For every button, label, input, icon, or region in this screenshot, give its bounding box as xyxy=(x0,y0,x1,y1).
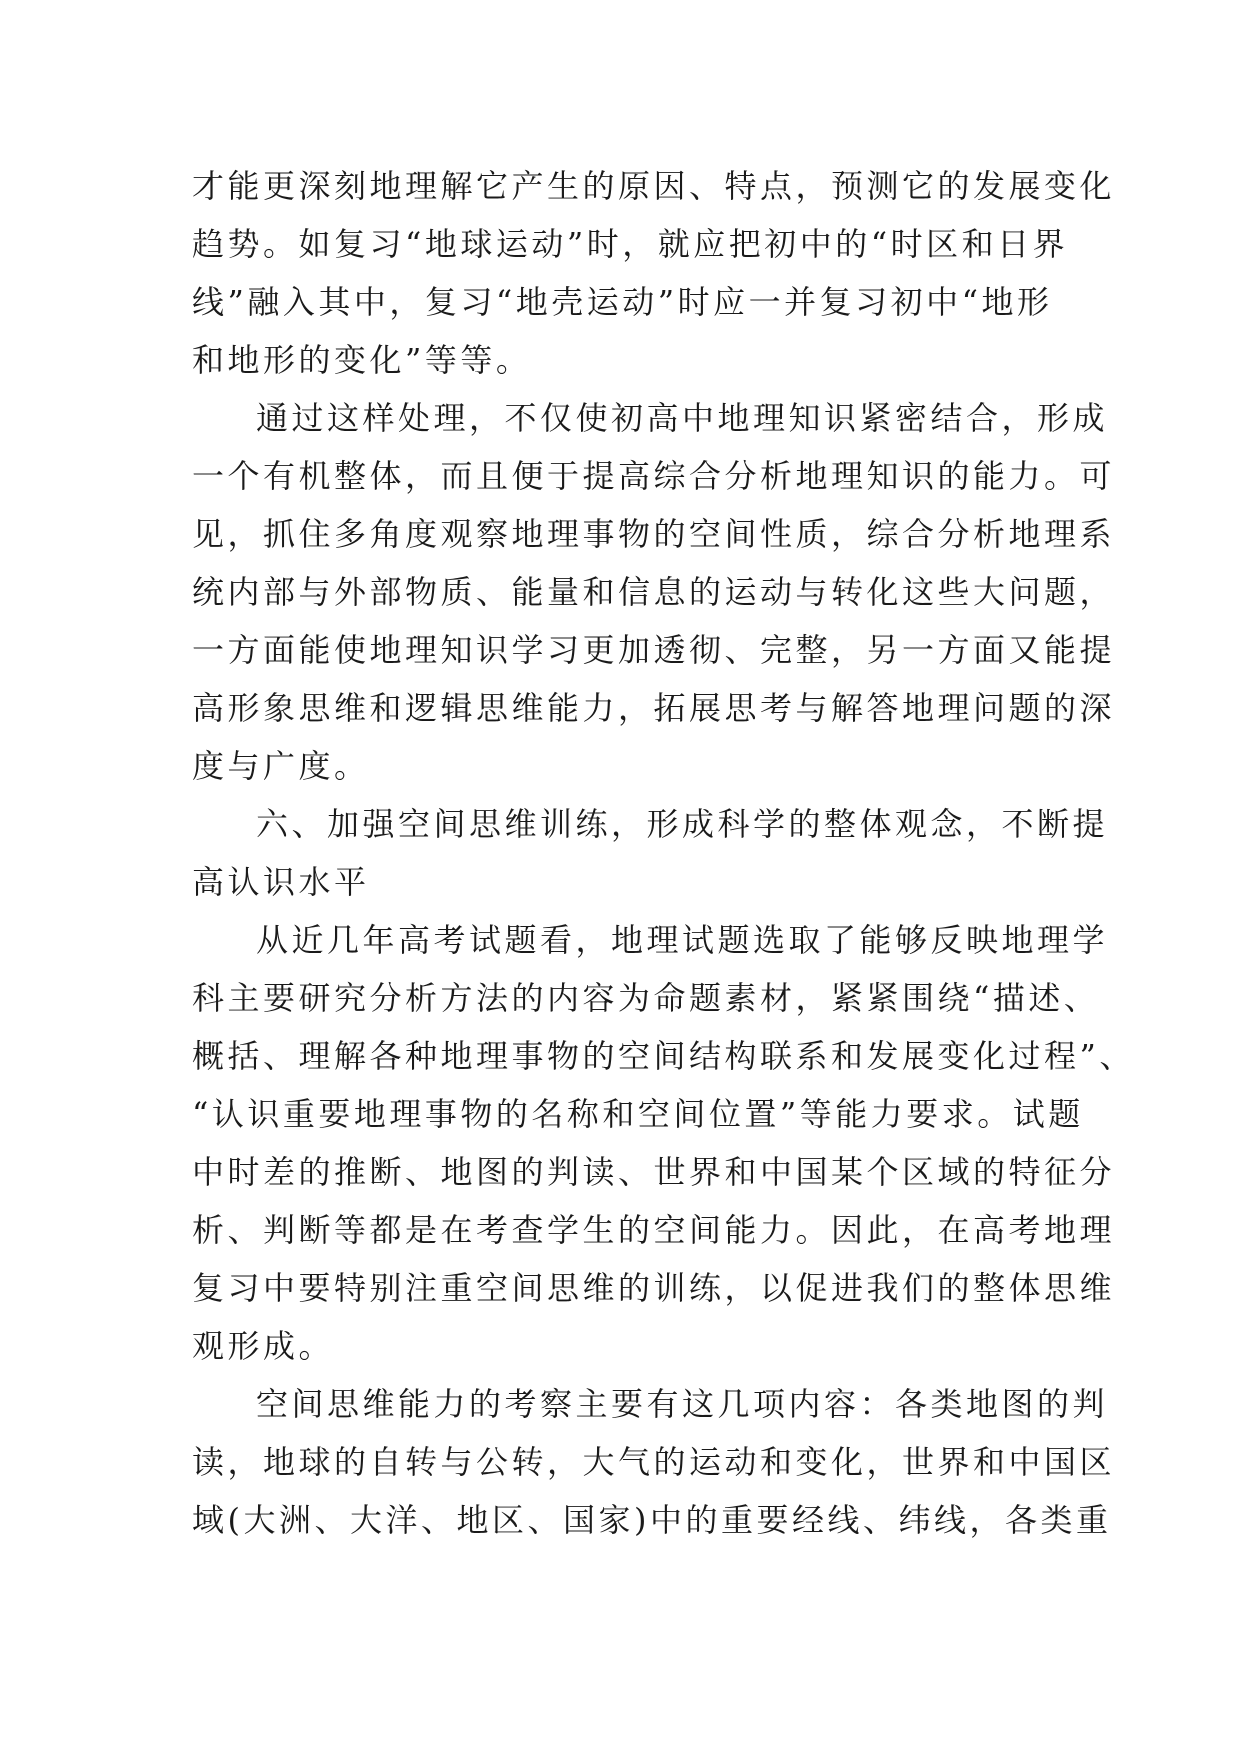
text-line: 统内部与外部物质、能量和信息的运动与转化这些大问题， xyxy=(192,573,1116,611)
text-line: 通过这样处理，不仅使初高中地理知识紧密结合，形成 xyxy=(256,399,1109,437)
text-line: 趋势。如复习“地球运动”时，就应把初中的“时区和日界 xyxy=(192,225,1069,263)
text-line: 和地形的变化”等等。 xyxy=(192,341,532,379)
text-line: 复习中要特别注重空间思维的训练，以促进我们的整体思维 xyxy=(192,1269,1116,1307)
text-line: 域(大洲、大洋、地区、国家)中的重要经线、纬线，各类重 xyxy=(192,1501,1112,1539)
text-line: 读，地球的自转与公转，大气的运动和变化，世界和中国区 xyxy=(192,1443,1116,1481)
text-line: 析、判断等都是在考查学生的空间能力。因此，在高考地理 xyxy=(192,1211,1116,1249)
text-line: 科主要研究分析方法的内容为命题素材，紧紧围绕“描述、 xyxy=(192,979,1100,1017)
text-line: 观形成。 xyxy=(192,1327,335,1365)
text-line: 概括、理解各种地理事物的空间结构联系和发展变化过程”、 xyxy=(192,1037,1135,1075)
text-line: 空间思维能力的考察主要有这几项内容：各类地图的判 xyxy=(256,1385,1109,1423)
text-line: 从近几年高考试题看，地理试题选取了能够反映地理学 xyxy=(256,921,1109,959)
text-line: 线”融入其中，复习“地壳运动”时应一并复习初中“地形 xyxy=(192,283,1053,321)
text-line: 度与广度。 xyxy=(192,747,370,785)
text-line: 才能更深刻地理解它产生的原因、特点，预测它的发展变化 xyxy=(192,167,1116,205)
text-line: “认识重要地理事物的名称和空间位置”等能力要求。试题 xyxy=(192,1095,1084,1133)
text-line: 高形象思维和逻辑思维能力，拓展思考与解答地理问题的深 xyxy=(192,689,1116,727)
text-line: 中时差的推断、地图的判读、世界和中国某个区域的特征分 xyxy=(192,1153,1116,1191)
text-line: 见，抓住多角度观察地理事物的空间性质，综合分析地理系 xyxy=(192,515,1116,553)
section-heading: 六、加强空间思维训练，形成科学的整体观念，不断提 xyxy=(256,805,1109,843)
text-line: 一个有机整体，而且便于提高综合分析地理知识的能力。可 xyxy=(192,457,1116,495)
section-heading: 高认识水平 xyxy=(192,863,370,901)
text-line: 一方面能使地理知识学习更加透彻、完整，另一方面又能提 xyxy=(192,631,1116,669)
